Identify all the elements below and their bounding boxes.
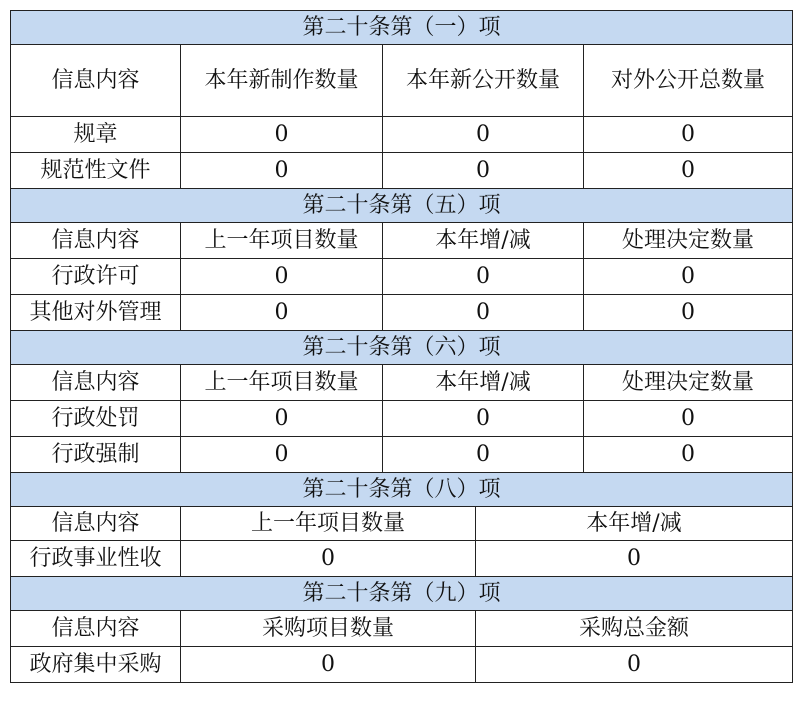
table-cell: 0 [584, 153, 793, 189]
section-title: 第二十条第（六）项 [11, 331, 793, 365]
column-header: 本年增/减 [383, 365, 584, 401]
section-title: 第二十条第（八）项 [11, 473, 793, 507]
table-cell: 0 [383, 401, 584, 437]
table-row [11, 541, 793, 577]
table-cell: 0 [383, 153, 584, 189]
column-header: 采购总金额 [476, 611, 793, 647]
disclosure-table [10, 10, 793, 683]
table-cell: 0 [181, 437, 383, 473]
table-cell: 0 [181, 153, 383, 189]
section-header [11, 577, 793, 611]
column-header: 处理决定数量 [584, 223, 793, 259]
table-cell: 0 [181, 295, 383, 331]
column-header: 上一年项目数量 [181, 507, 476, 541]
table-cell: 0 [383, 437, 584, 473]
column-header: 对外公开总数量 [584, 45, 793, 117]
table-row [11, 295, 793, 331]
column-header: 信息内容 [11, 45, 181, 117]
table-cell: 0 [383, 259, 584, 295]
table-cell: 0 [584, 295, 793, 331]
section-header [11, 11, 793, 45]
column-header-row [11, 611, 793, 647]
row-label: 行政强制 [11, 437, 181, 473]
table-cell: 0 [584, 259, 793, 295]
row-label: 行政事业性收 [11, 541, 181, 577]
column-header-row [11, 507, 793, 541]
table-cell: 0 [181, 541, 476, 577]
table-row [11, 401, 793, 437]
column-header: 信息内容 [11, 365, 181, 401]
table-row [11, 647, 793, 683]
table-cell: 0 [584, 437, 793, 473]
table-cell: 0 [476, 541, 793, 577]
table-cell: 0 [584, 401, 793, 437]
section-header [11, 189, 793, 223]
row-label: 其他对外管理 [11, 295, 181, 331]
table-cell: 0 [181, 401, 383, 437]
table-cell: 0 [181, 259, 383, 295]
row-label: 规范性文件 [11, 153, 181, 189]
table-row [11, 259, 793, 295]
table-cell: 0 [584, 117, 793, 153]
section-title: 第二十条第（一）项 [11, 11, 793, 45]
row-label: 政府集中采购 [11, 647, 181, 683]
table-cell: 0 [383, 295, 584, 331]
row-label: 行政处罚 [11, 401, 181, 437]
column-header: 本年增/减 [383, 223, 584, 259]
table-cell: 0 [181, 117, 383, 153]
table-row [11, 153, 793, 189]
column-header: 信息内容 [11, 223, 181, 259]
section-header [11, 331, 793, 365]
table-row [11, 117, 793, 153]
table-row [11, 437, 793, 473]
column-header: 采购项目数量 [181, 611, 476, 647]
column-header-row [11, 45, 793, 117]
section-header [11, 473, 793, 507]
column-header: 信息内容 [11, 611, 181, 647]
table-cell: 0 [476, 647, 793, 683]
row-label: 行政许可 [11, 259, 181, 295]
column-header-row [11, 365, 793, 401]
table-cell: 0 [383, 117, 584, 153]
column-header: 信息内容 [11, 507, 181, 541]
column-header: 上一年项目数量 [181, 365, 383, 401]
column-header: 本年新公开数量 [383, 45, 584, 117]
column-header: 本年新制作数量 [181, 45, 383, 117]
column-header-row [11, 223, 793, 259]
row-label: 规章 [11, 117, 181, 153]
column-header: 本年增/减 [476, 507, 793, 541]
section-title: 第二十条第（九）项 [11, 577, 793, 611]
section-title: 第二十条第（五）项 [11, 189, 793, 223]
table-cell: 0 [181, 647, 476, 683]
column-header: 处理决定数量 [584, 365, 793, 401]
column-header: 上一年项目数量 [181, 223, 383, 259]
